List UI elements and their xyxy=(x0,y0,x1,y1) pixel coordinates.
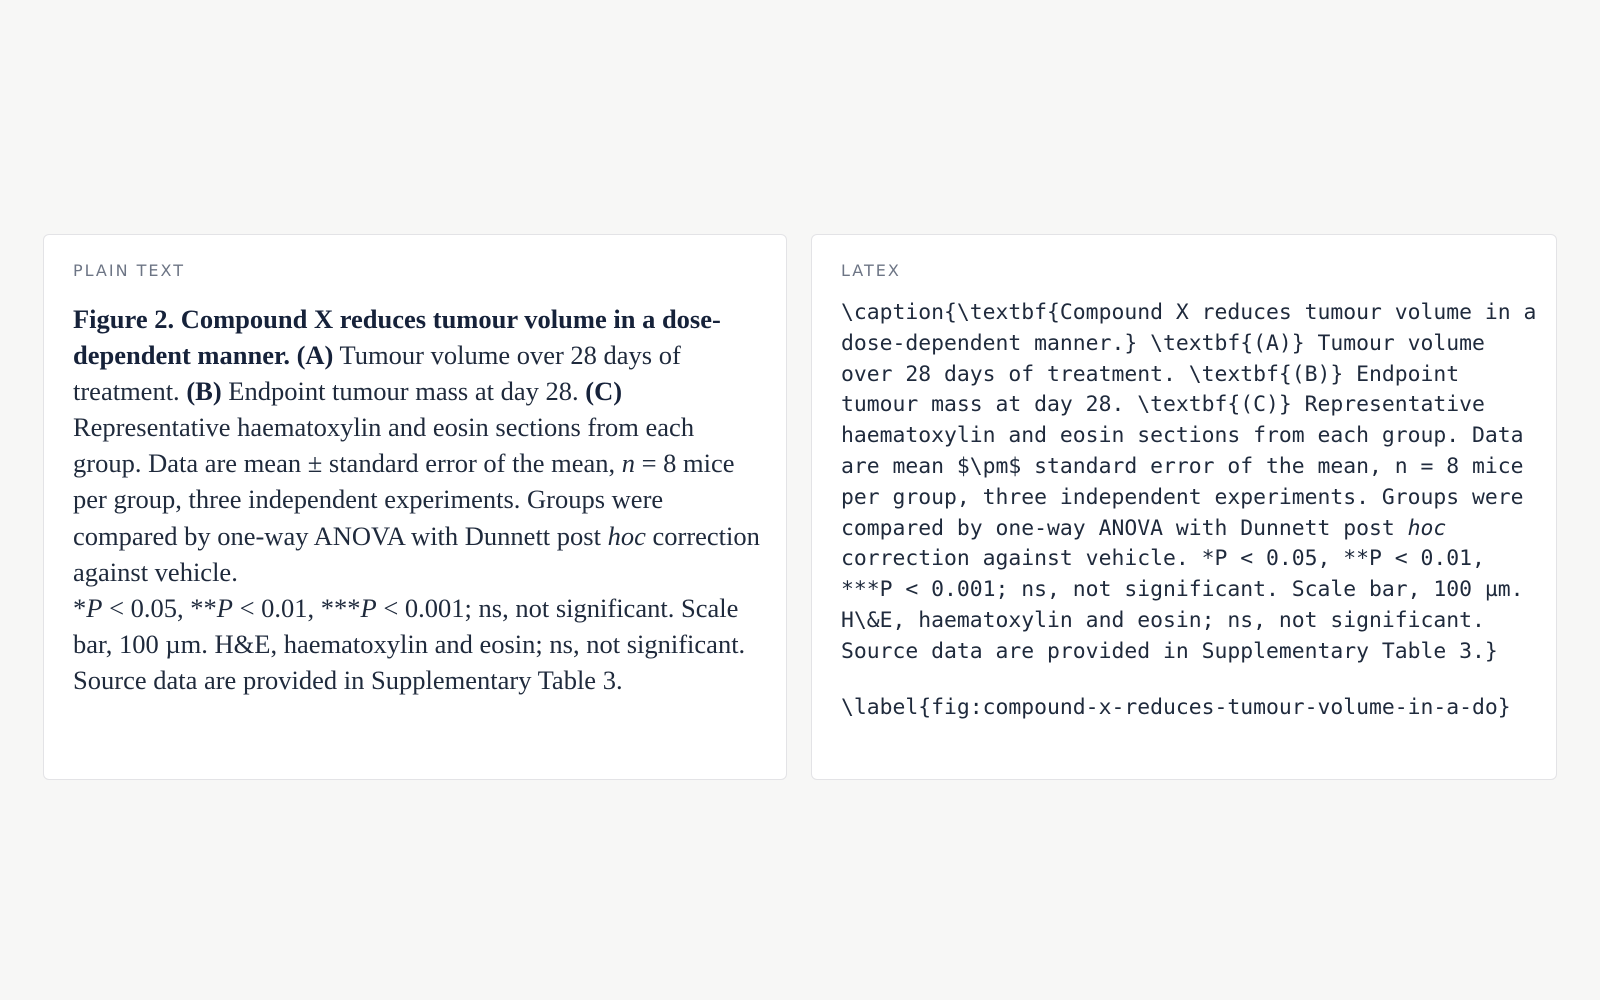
latex-line-1: \caption{\textbf{Compound X reduces tumour volume in a xyxy=(841,300,1537,325)
sig-val-3: < 0.001; ns, not significant. xyxy=(376,592,675,623)
part-c-text: Representative haematoxylin and eosin sections from each group. Data are mean ± standard error of the mean, xyxy=(73,412,695,479)
plain-text-panel xyxy=(43,234,787,780)
hoc-word: hoc xyxy=(607,520,646,551)
text-after-n: = 8 mice per group, three independent experiments. Groups were compared by one-way ANOVA with Dunnett post xyxy=(73,448,735,551)
figure-title: Figure 2. Compound X reduces tumour volume in a dose-dependent manner. xyxy=(73,304,721,371)
latex-hoc-word: hoc xyxy=(1407,515,1447,541)
latex-line-10: ***P < 0.001; ns, not significant. Scale bar, 100 µm. xyxy=(841,577,1524,603)
latex-line-12: Source data are provided in Supplementary Table 3.} xyxy=(841,638,1498,664)
part-a-text: Tumour volume over 28 days of treatment. xyxy=(73,340,681,407)
text-after-hoc: correction against vehicle. xyxy=(73,520,760,587)
part-a-marker: (A) xyxy=(296,340,334,371)
sig-val-1: < 0.05, ** xyxy=(102,592,217,623)
latex-panel-label: LATEX xyxy=(841,261,901,280)
latex-line-4: tumour mass at day 28. \textbf{(C)} Representative xyxy=(841,392,1485,418)
plain-text-caption xyxy=(73,301,763,698)
latex-caption-code xyxy=(841,298,1546,668)
latex-line-6: are mean $\pm$ standard error of the mean, n = 8 mice xyxy=(841,453,1524,479)
latex-panel xyxy=(811,234,1557,780)
part-b-marker: (B) xyxy=(186,376,222,407)
latex-label-line: \label{fig:compound-x-reduces-tumour-volume-in-a-do} xyxy=(841,695,1511,720)
sig-val-2: < 0.01, *** xyxy=(232,592,361,623)
sig-p-3: P xyxy=(360,592,377,623)
latex-line-3: over 28 days of treatment. \textbf{(B)} Endpoint xyxy=(841,361,1460,387)
part-c-marker: (C) xyxy=(585,376,623,407)
latex-line-11: H\&E, haematoxylin and eosin; ns, not significant. xyxy=(841,607,1485,633)
part-b-text: Endpoint tumour mass at day 28. xyxy=(221,376,586,407)
latex-line-7: per group, three independent experiments. Groups were xyxy=(841,484,1524,510)
trailing-text: Scale bar, 100 µm. H&E, haematoxylin and eosin; ns, not significant. Source data are provided in Supplementary Table 3. xyxy=(73,592,746,695)
n-symbol: n xyxy=(621,448,635,479)
sig-p-1: P xyxy=(86,592,103,623)
plain-text-panel-label: PLAIN TEXT xyxy=(73,261,185,280)
latex-line-8: compared by one-way ANOVA with Dunnett post xyxy=(841,515,1408,541)
sig-p-2: P xyxy=(216,592,233,623)
latex-line-5: haematoxylin and eosin sections from each group. Data xyxy=(841,423,1524,449)
latex-line-2: dose-dependent manner.} \textbf{(A)} Tumour volume xyxy=(841,330,1485,356)
sig-star-1: * xyxy=(73,592,87,623)
latex-line-9: correction against vehicle. *P < 0.05, **P < 0.01, xyxy=(841,546,1485,572)
